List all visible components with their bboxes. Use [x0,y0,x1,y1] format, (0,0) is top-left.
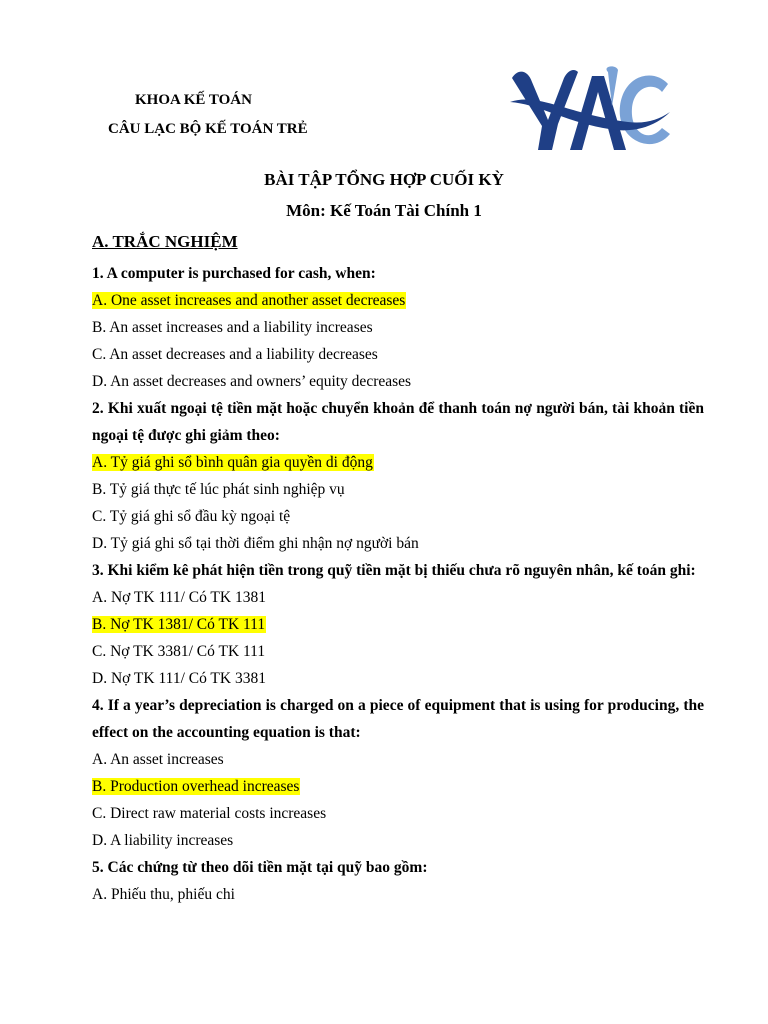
answer-option: B. An asset increases and a liability increases [92,319,373,336]
answer-text-highlighted: A. One asset increases and another asset decreases [92,292,406,309]
answer-text-highlighted: A. Tỷ giá ghi sổ bình quân gia quyền di động [92,454,373,471]
answer-option: D. A liability increases [92,832,234,849]
answer-text-highlighted: B. Nợ TK 1381/ Có TK 111 [92,616,266,633]
question [92,557,704,692]
answer-text-highlighted: B. Production overhead increases [92,778,300,795]
faculty-name: KHOA KẾ TOÁN [135,92,252,108]
question [92,692,704,854]
answer-option: D. Nợ TK 111/ Có TK 3381 [92,670,266,687]
answer-option [92,773,704,800]
question [92,395,704,557]
answer-option [92,611,704,638]
section-heading: A. TRẮC NGHIỆM [92,232,238,251]
answer-option [92,287,704,314]
question-stem: 5. Các chứng từ theo dõi tiền mặt tại quỹ bao gồm: [92,859,428,876]
question-stem: 1. A computer is purchased for cash, when: [92,265,376,282]
question-stem: 2. Khi xuất ngoại tệ tiền mặt hoặc chuyển khoản để thanh toán nợ người bán, tài khoản tiền ngoại tệ được ghi giảm theo: [92,400,704,444]
answer-option: C. Nợ TK 3381/ Có TK 111 [92,643,266,660]
answer-option: C. Tỷ giá ghi sổ đầu kỳ ngoại tệ [92,508,291,525]
answer-option: C. Direct raw material costs increases [92,805,327,822]
question-stem: 4. If a year’s depreciation is charged on a piece of equipment that is using for producing, the effect on the accounting equation is that: [92,697,704,741]
question-stem: 3. Khi kiểm kê phát hiện tiền trong quỹ tiền mặt bị thiếu chưa rõ nguyên nhân, kế toán ghi: [92,562,696,579]
answer-option: B. Tỷ giá thực tế lúc phát sinh nghiệp vụ [92,481,345,498]
question [92,260,704,395]
yac-logo [508,62,673,158]
question-list [92,260,704,908]
document-title: BÀI TẬP TỔNG HỢP CUỐI KỲ [264,170,504,189]
subject-line: Môn: Kế Toán Tài Chính 1 [286,201,482,220]
answer-option: A. Nợ TK 111/ Có TK 1381 [92,589,266,606]
answer-option [92,449,704,476]
answer-option: C. An asset decreases and a liability decreases [92,346,378,363]
answer-option: A. An asset increases [92,751,224,768]
answer-option: D. Tỷ giá ghi sổ tại thời điểm ghi nhận nợ người bán [92,535,419,552]
question [92,854,704,908]
answer-option: A. Phiếu thu, phiếu chi [92,886,235,903]
club-name: CÂU LẠC BỘ KẾ TOÁN TRẺ [108,121,308,137]
answer-option: D. An asset decreases and owners’ equity decreases [92,373,412,390]
